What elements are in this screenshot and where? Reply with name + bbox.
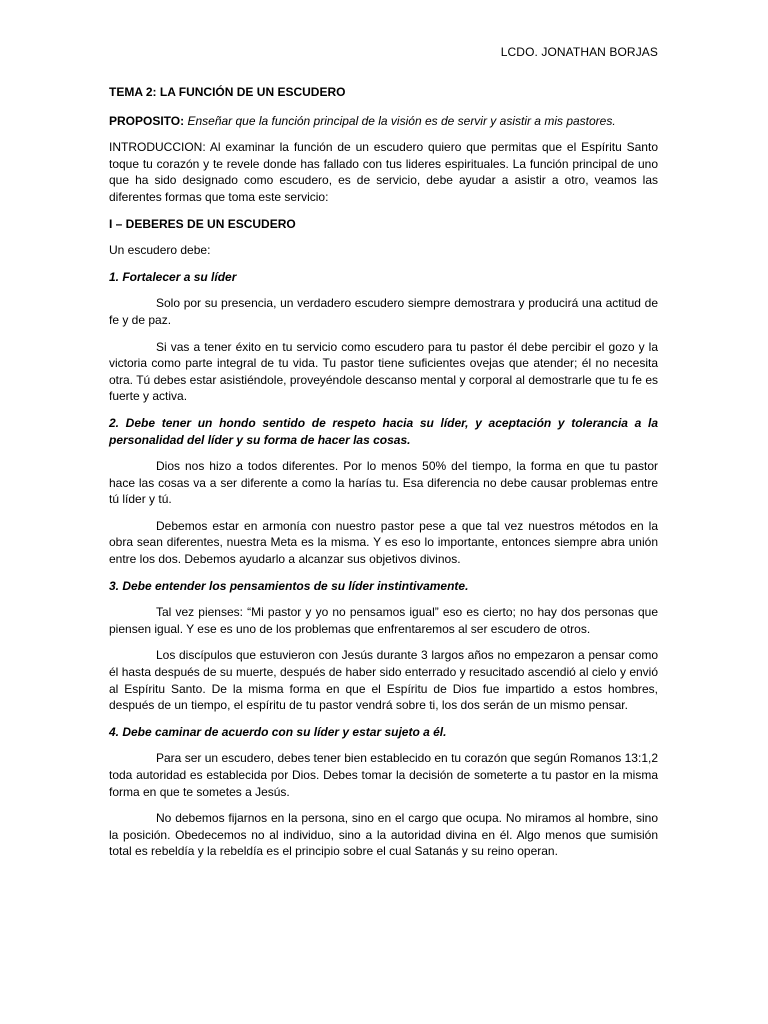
item-4-paragraph-1: Para ser un escudero, debes tener bien establecido en tu corazón que según Romanos 13:1,2 toda autoridad es establecida por Dios. Debes tomar la decisión de someterte a tu pastor en la misma forma en que te sometes a Jesús. <box>109 751 658 799</box>
section-lead: Un escudero debe: <box>109 243 211 258</box>
item-heading-2: 2. Debe tener un hondo sentido de respeto hacia su líder, y aceptación y tolerancia a la personalidad del líder y su forma de hacer las cosas. <box>109 415 658 447</box>
intro-text: Al examinar la función de un escudero quiero que permitas que el Espíritu Santo toque tu corazón y te revele donde has fallado con tus lideres espirituales. La función principal de uno que ha sido designado como escudero, es de servicio, debe ayudar a asistir a otro, veamos las diferentes formas que toma este servicio: <box>109 140 658 204</box>
intro-paragraph <box>109 139 658 205</box>
item-2-paragraph-1: Dios nos hizo a todos diferentes. Por lo menos 50% del tiempo, la forma en que tu pastor hace las cosas va a ser diferente a como la harías tu. Esa diferencia no debe causar problemas entre tú líder y tú. <box>109 459 658 507</box>
item-3-paragraph-1: Tal vez pienses: “Mi pastor y yo no pensamos igual” eso es cierto; no hay dos personas que piensen igual. Y ese es uno de los problemas que enfrentaremos al ser escudero de otros. <box>109 605 658 636</box>
item-1-paragraph-2: Si vas a tener éxito en tu servicio como escudero para tu pastor él debe percibir el gozo y la victoria como parte integral de tu vida. Tu pastor tiene suficientes ovejas que atender; él no necesita otra. Tú debes estar asistiéndole, proveyéndole descanso mental y corporal al demostrarle que tu fe es fuerte y activa. <box>109 339 658 404</box>
purpose-text: Enseñar que la función principal de la visión es de servir y asistir a mis pastores. <box>187 113 616 128</box>
document-title: TEMA 2: LA FUNCIÓN DE UN ESCUDERO <box>109 85 346 99</box>
purpose-paragraph <box>109 113 658 130</box>
item-heading-1: 1. Fortalecer a su líder <box>109 269 237 284</box>
item-heading-4: 4. Debe caminar de acuerdo con su líder y estar sujeto a él. <box>109 724 447 739</box>
item-3-paragraph-2: Los discípulos que estuvieron con Jesús durante 3 largos años no empezaron a pensar como él hasta después de su muerte, después de haber sido enterrado y resucitado ascendió al cielo y envió al Espíritu Santo. De la misma forma en que el Espíritu de Dios fue impartido a estos hombres, después de un tiempo, el espíritu de tu pastor vendrá sobre ti, los dos serán de un mismo pensar. <box>109 648 658 713</box>
section-heading: I – DEBERES DE UN ESCUDERO <box>109 216 296 231</box>
document-body <box>109 84 658 870</box>
intro-label: INTRODUCCION: <box>109 140 206 155</box>
item-heading-3: 3. Debe entender los pensamientos de su líder instintivamente. <box>109 578 469 593</box>
item-2-paragraph-2: Debemos estar en armonía con nuestro pastor pese a que tal vez nuestros métodos en la obra sean diferentes, nuestra Meta es la misma. Y es eso lo importante, entonces siempre abra unión entre los dos. Debemos ayudarlo a alcanzar sus objetivos divinos. <box>109 518 658 567</box>
author-header: LCDO. JONATHAN BORJAS <box>500 45 658 59</box>
item-1-paragraph-1: Solo por su presencia, un verdadero escudero siempre demostrara y producirá una actitud de fe y de paz. <box>109 296 658 327</box>
purpose-label: PROPOSITO: <box>109 113 185 128</box>
item-4-paragraph-2: No debemos fijarnos en la persona, sino en el cargo que ocupa. No miramos al hombre, sino la posición. Obedecemos no al individuo, sino a la autoridad divina en él. Algo menos que sumisión total es rebeldía y la rebeldía es el principio sobre el cual Satanás y su reino operan. <box>109 811 658 859</box>
